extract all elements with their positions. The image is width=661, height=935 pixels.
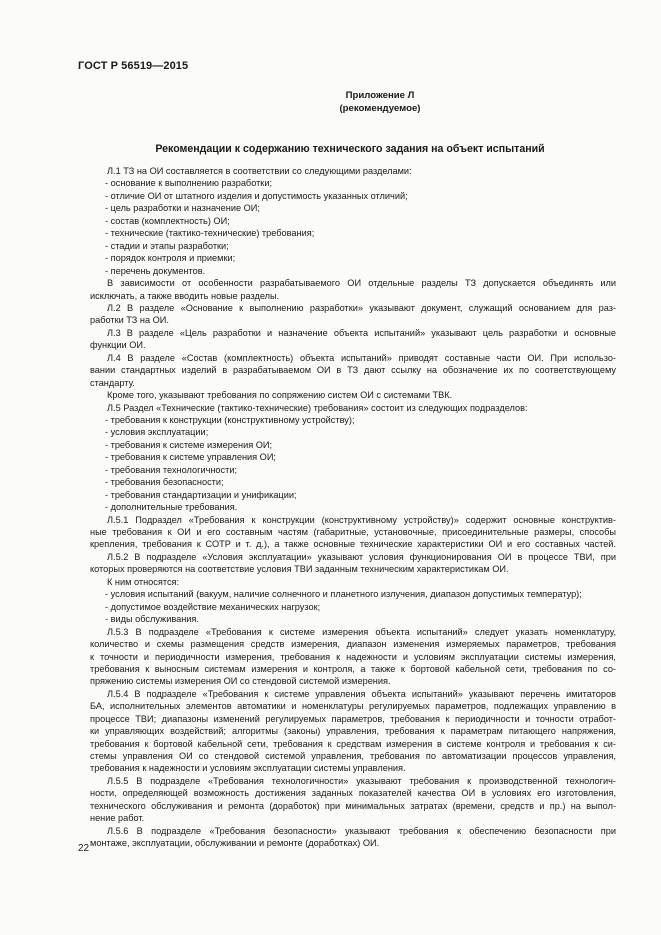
text-line: работки ТЗ на ОИ. (90, 315, 169, 326)
text-line: исключать, а также вводить новые разделы. (90, 290, 280, 301)
text-line: Л.3 В разделе «Цель разработки и назначение объекта испытаний» указывают цель разработки и основные (107, 327, 616, 338)
appendix-label: Приложение Л (345, 90, 415, 101)
text-line: ности, определяющей возможность достижения заданных показателей качества ОИ в условиях его изготовления, (90, 788, 616, 799)
text-line: - требования к системе управления ОИ; (105, 452, 276, 463)
text-line: - основание к выполнению разработки; (105, 178, 273, 189)
text-line: стемы управления ОИ со стендовой системой управления, требования по автоматизации процессов управления, (90, 751, 616, 762)
appendix-status: (рекомендуемое) (339, 103, 421, 114)
text-line: - требования стандартизации и унификации; (105, 489, 297, 500)
text-line: Л.5 Раздел «Технические (тактико-технические) требования» состоит из следующих подразделов: (107, 402, 528, 413)
text-line: Л.2 В разделе «Основание к выполнению разработки» указывают документ, служащий основанием для раз- (107, 302, 616, 313)
text-line: монтаже, эксплуатации, обслуживании и ремонте (доработках) ОИ. (90, 838, 380, 849)
text-line: - порядок контроля и приемки; (105, 253, 236, 264)
text-line: технического обслуживания и ремонта (доработок) при минимальных затратах (времени, средств и пр.) на выпол- (90, 800, 616, 811)
text-line: - условия эксплуатации; (105, 427, 209, 438)
document-title: Рекомендации к содержанию технического задания на объект испытаний (155, 143, 545, 155)
text-line: - дополнительные требования. (105, 502, 238, 513)
text-line: требования к надежности и условиям эксплуатации системы управления. (90, 763, 406, 774)
text-line: количество и схемы размещения средств измерения, диапазон изменения измеряемых параметров, требования (90, 639, 616, 650)
text-line: нение работ. (90, 813, 145, 824)
text-line: К ним относятся: (107, 576, 180, 587)
text-line: - условия испытаний (вакуум, наличие солнечного и планетного излучения, диапазон допустимых температур); (105, 589, 582, 600)
text-line: Кроме того, указывают требования по сопряжению систем ОИ с системами ТВК. (107, 390, 453, 401)
text-line: - допустимое воздействие механических нагрузок; (105, 601, 321, 612)
text-line: которых проверяются на соответствие условия ТВИ заданным техническим характеристикам ОИ. (90, 564, 509, 575)
page-number: 22 (78, 843, 90, 854)
text-line: - перечень документов. (105, 265, 206, 276)
text-line: Л.5.1 Подраздел «Требования к конструкции (конструктивному устройству)» содержит основные конструктив- (107, 514, 616, 525)
text-line: пряжению системы измерения ОИ со стендовой системой измерения. (90, 676, 391, 687)
text-line: - отличие ОИ от штатного изделия и допустимость указанных отличий; (105, 190, 408, 201)
text-line: Л.5.4 В подразделе «Требования к системе управления объекта испытаний» указывают перечень имитаторов (107, 688, 616, 699)
document-body (90, 165, 616, 850)
appendix-heading (300, 89, 460, 115)
text-line: - виды обслуживания. (105, 614, 199, 625)
text-line: стандарту. (90, 377, 135, 388)
text-line: - технические (тактико-технические) требования; (105, 228, 315, 239)
standard-code: ГОСТ Р 56519—2015 (78, 60, 189, 72)
text-line: требования к выносным системам измерения и контроля, а также к бортовой кабельной сети, требования по со- (90, 663, 616, 674)
text-line: Л.5.3 В подразделе «Требования к системе измерения объекта испытаний» следует указать номенклатуру, (107, 626, 616, 637)
text-line: Л.5.5 В подразделе «Требования технологичности» указывают требования к производственной технологич- (107, 775, 616, 786)
text-line: - требования технологичности; (105, 464, 238, 475)
text-line: Л.4 В разделе «Состав (комплектность) объекта испытаний» приводят составные части ОИ. При использо- (107, 352, 616, 363)
text-line: БА, исполнительных элементов автоматики и номенклатуры регулируемых параметров, подлежащих управлению в (90, 701, 616, 712)
text-line: крепления, требования к СОТР и т. д.), а также основные технические характеристики ОИ и его составных частей. (90, 539, 616, 550)
text-line: - цель разработки и назначение ОИ; (105, 203, 260, 214)
text-line: - состав (комплектность) ОИ; (105, 215, 230, 226)
text-line: функции ОИ. (90, 340, 146, 351)
text-line: требования к бортовой кабельной сети, требования к средствам измерения в системе контроля и требования к си- (90, 738, 616, 749)
text-line: к точности и периодичности измерения, требования к надежности и условиям эксплуатации системы измерения, (90, 651, 616, 662)
text-line: ки управляющих воздействий; алгоритмы (законы) управления, требования к параметрам питающего напряжения, (90, 726, 616, 737)
text-line: ные требования к ОИ и его составным частям (габаритные, установочные, присоединительные размеры, способы (90, 527, 616, 538)
text-line: вании стандартных изделий в разрабатываемом ОИ в ТЗ дают ссылку на обозначение их по соответствующему (90, 365, 616, 376)
text-line: процессе ТВИ; диапазоны изменений регулируемых параметров, требования к периодичности и точности отработ- (90, 713, 616, 724)
text-line: - требования безопасности; (105, 477, 224, 488)
text-line: Л.5.2 В подразделе «Условия эксплуатации» указывают условия функционирования ОИ в процессе ТВИ, при (107, 551, 616, 562)
text-line: - требования к конструкции (конструктивному устройству); (105, 414, 355, 425)
text-line: В зависимости от особенности разрабатываемого ОИ отдельные разделы ТЗ допускается объединять или (107, 278, 616, 289)
text-line: Л.5.6 В подразделе «Требования безопасности» указывают требования к обеспечению безопасности при (107, 825, 616, 836)
text-line: - требования к системе измерения ОИ; (105, 439, 273, 450)
text-line: - стадии и этапы разработки; (105, 240, 229, 251)
text-line: Л.1 ТЗ на ОИ составляется в соответствии со следующими разделами: (107, 166, 412, 176)
